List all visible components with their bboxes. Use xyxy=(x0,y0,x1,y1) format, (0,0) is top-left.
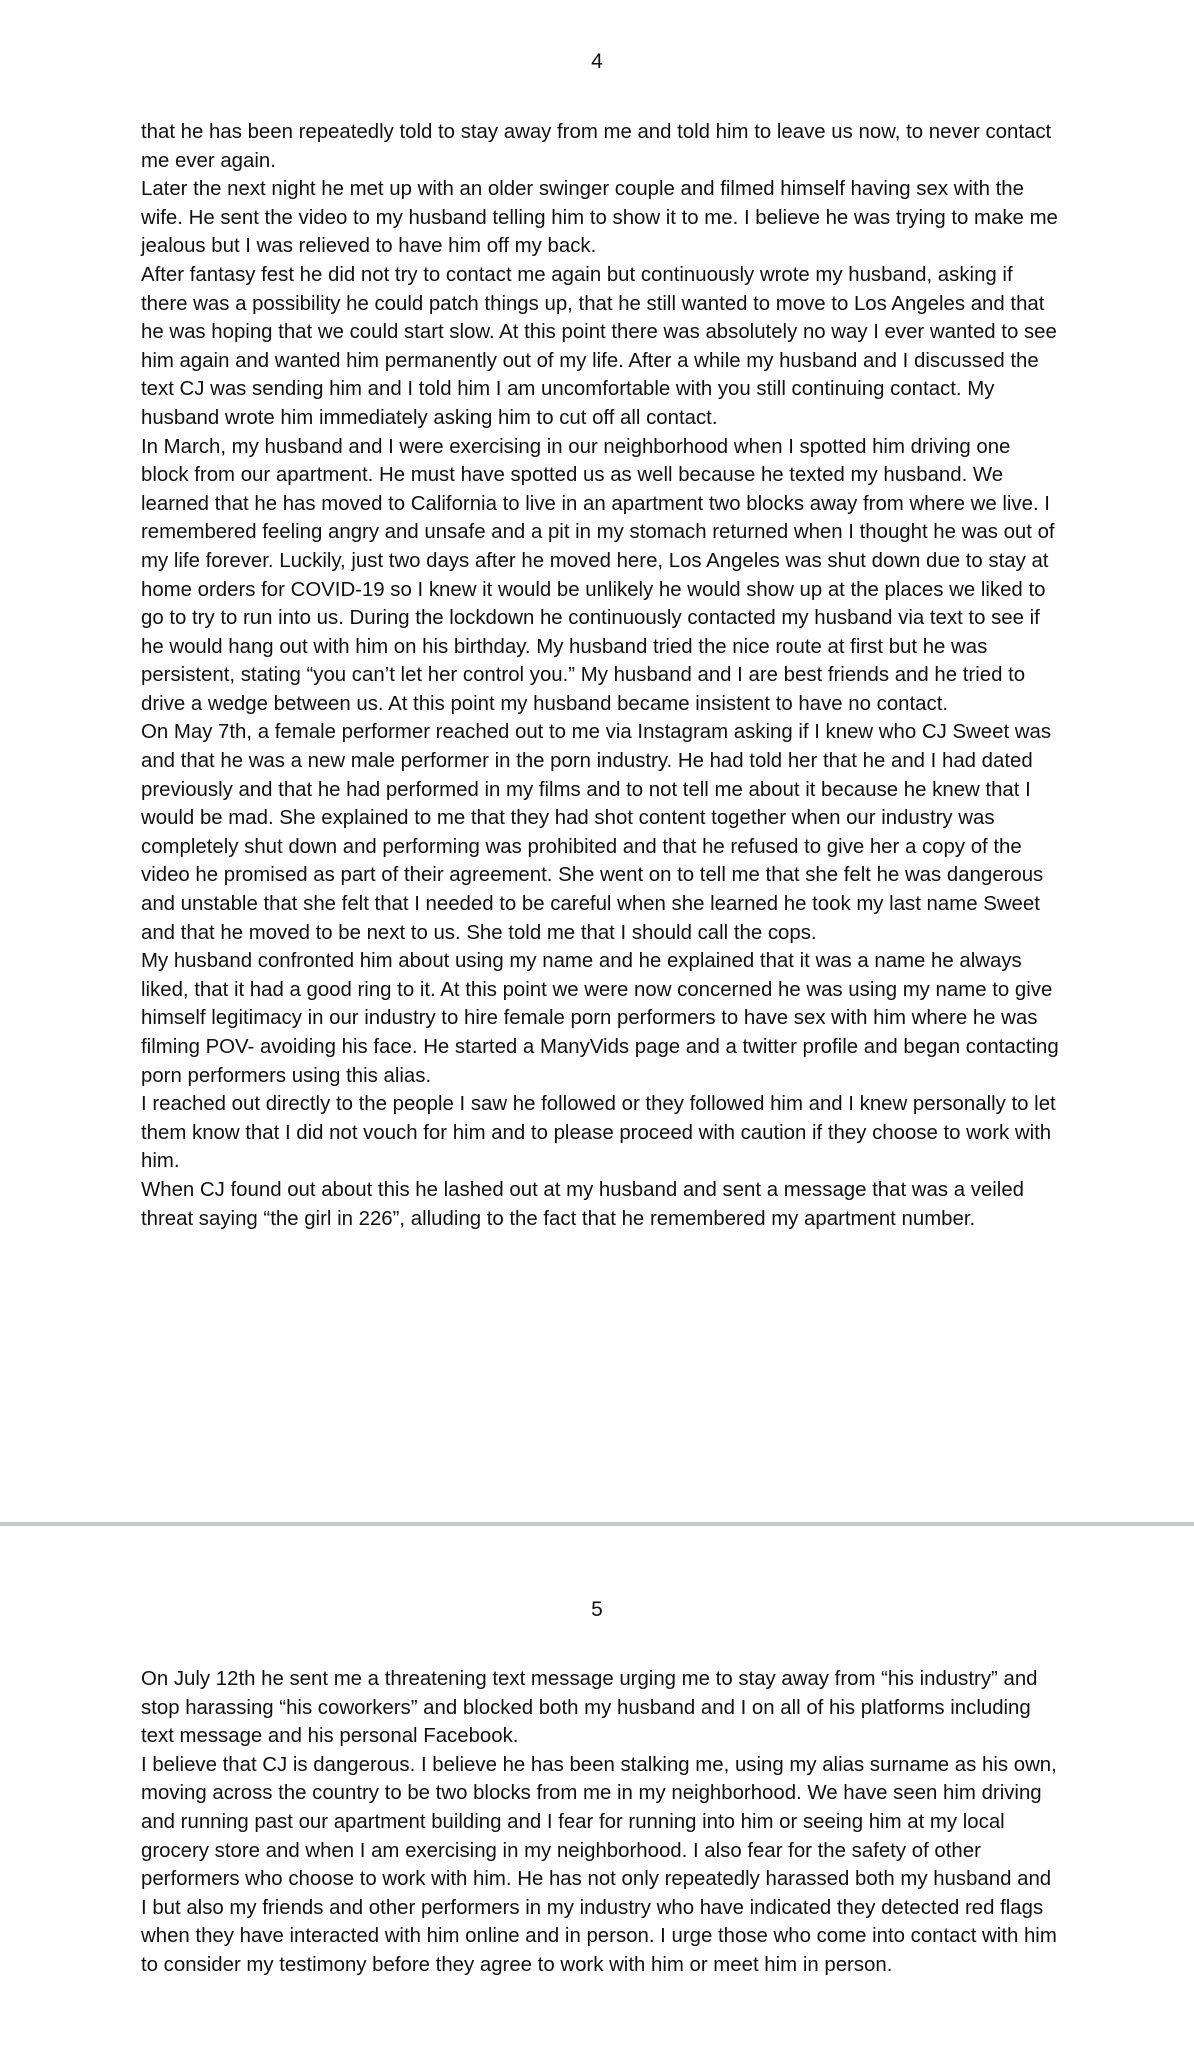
paragraph: Later the next night he met up with an older swinger couple and filmed himself having sex with the wife. He sent the video to my husband telling him to show it to me. I believe he was trying to make me jealous but I was relieved to have him off my back. xyxy=(141,178,1058,258)
paragraph: In March, my husband and I were exercising in our neighborhood when I spotted him driving one block from our apartment. He must have spotted us as well because he texted my husband. We learned that he has moved to California to live in an apartment two blocks away from where we live. I remembered feeling angry and unsafe and a pit in my stomach returned when I thought he was out of my life forever. Luckily, just two days after he moved here, Los Angeles was shut down due to stay at home orders for COVID-19 so I knew it would be unlikely he would show up at the places we liked to go to try to run into us. During the lockdown he continuously contacted my husband via text to see if he would hang out with him on his birthday. My husband tried the nice route at first but he was persistent, stating “you can’t let her control you.” My husband and I are best friends and he tried to drive a wedge between us. At this point my husband became insistent to have no contact. xyxy=(141,435,1055,715)
paragraph: I believe that CJ is dangerous. I believe he has been stalking me, using my alias surname as his own, moving across the country to be two blocks from me in my neighborhood. We have seen him driving and running past our apartment building and I fear for running into him or seeing him at my local grocery store and when I am exercising in my neighborhood. I also fear for the safety of other performers who choose to work with him. He has not only repeatedly harassed both my husband and I but also my friends and other performers in my industry who have indicated they detected red flags when they have interacted with him online and in person. I urge those who come into contact with him to consider my testimony before they agree to work with him or meet him in person. xyxy=(141,1753,1057,1976)
page-body xyxy=(141,1665,1061,1980)
paragraph: On May 7th, a female performer reached out to me via Instagram asking if I knew who CJ Sweet was and that he was a new male performer in the porn industry. He had told her that he and I had dated previously and that he had performed in my films and to not tell me about it because he knew that I would be mad. She explained to me that they had shot content together when our industry was completely shut down and performing was prohibited and that he refused to give her a copy of the video he promised as part of their agreement. She went on to tell me that she felt he was dangerous and unstable that she felt that I needed to be careful when she learned he took my last name Sweet and that he moved to be next to us. She told me that I should call the cops. xyxy=(141,721,1052,944)
paragraph: that he has been repeatedly told to stay away from me and told him to leave us now, to never contact me ever again. xyxy=(141,121,1052,172)
paragraph: My husband confronted him about using my name and he explained that it was a name he always liked, that it had a good ring to it. At this point we were now concerned he was using my name to give himself legitimacy in our industry to hire female porn performers to have sex with him where he was filming POV- avoiding his face. He started a ManyVids page and a twitter profile and began contacting porn performers using this alias. xyxy=(141,950,1059,1087)
document-page-5 xyxy=(0,1526,1194,2048)
paragraph: On July 12th he sent me a threatening text message urging me to stay away from “his industry” and stop harassing “his coworkers” and blocked both my husband and I on all of his platforms including text message and his personal Facebook. xyxy=(141,1668,1038,1748)
page-number: 5 xyxy=(591,1598,603,1621)
page-body xyxy=(141,118,1061,1233)
paragraph: After fantasy fest he did not try to contact me again but continuously wrote my husband, asking if there was a possibility he could patch things up, that he still wanted to move to Los Angeles and that he was hoping that we could start slow. At this point there was absolutely no way I ever wanted to see him again and wanted him permanently out of my life. After a while my husband and I discussed the text CJ was sending him and I told him I am uncomfortable with you still continuing contact. My husband wrote him immediately asking him to cut off all contact. xyxy=(141,263,1057,429)
paragraph: When CJ found out about this he lashed out at my husband and sent a message that was a veiled threat saying “the girl in 226”, alluding to the fact that he remembered my apartment number. xyxy=(141,1178,1025,1230)
paragraph: I reached out directly to the people I saw he followed or they followed him and I knew personally to let them know that I did not vouch for him and to please proceed with caution if they choose to work with him. xyxy=(141,1093,1056,1173)
page-number: 4 xyxy=(591,50,603,73)
